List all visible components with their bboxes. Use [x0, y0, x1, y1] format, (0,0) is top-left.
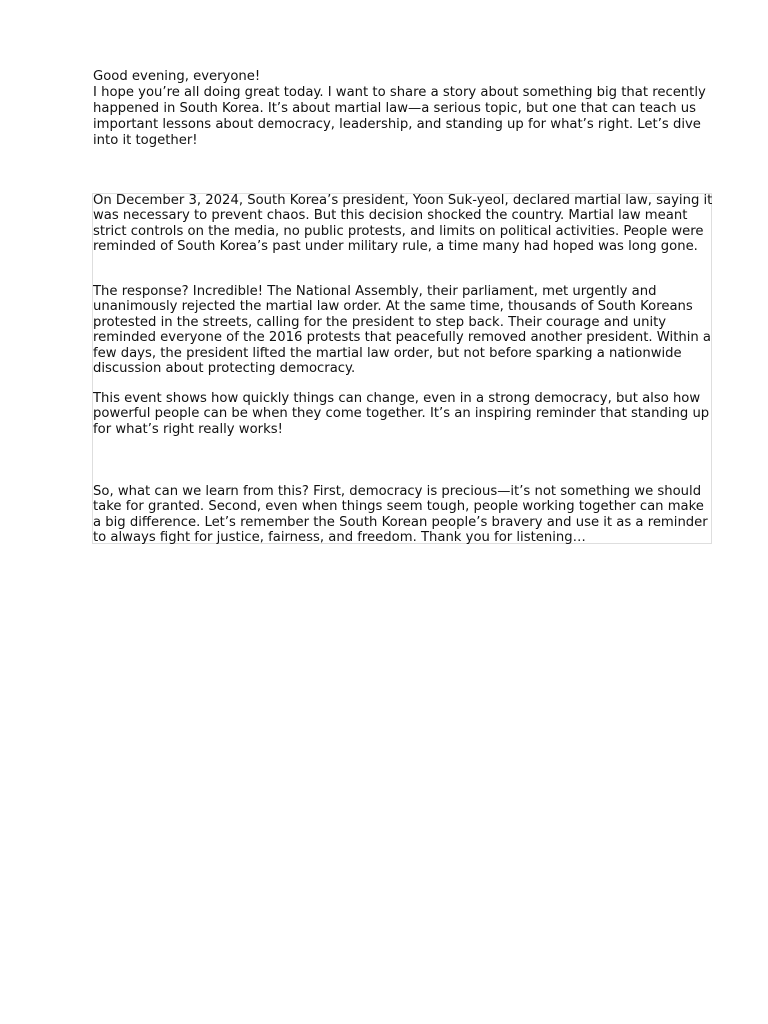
story-text-box[interactable]: [92, 193, 712, 544]
greeting-line: Good evening, everyone!: [93, 69, 261, 84]
paragraph-declaration: On December 3, 2024, South Korea’s president, Yoon Suk-yeol, declared martial law, saying it was necessary to prevent chaos. But this decision shocked the country. Martial law meant strict controls on the media, no public protests, and limits on political activities. People were reminded of South Korea’s past under military rule, a time many had hoped was long gone.: [93, 193, 713, 255]
opening-paragraph: I hope you’re all doing great today. I want to share a story about something big that recently happened in South Korea. It’s about martial law—a serious topic, but one that can teach us important lessons about democracy, leadership, and standing up for what’s right. Let’s dive into it together!: [93, 85, 706, 148]
intro-section: [93, 69, 723, 149]
paragraph-conclusion: So, what can we learn from this? First, democracy is precious—it’s not something we should take for granted. Second, even when things seem tough, people working together can make a big difference. Let’s remember the South Korean people’s bravery and use it as a reminder to always fight for justice, fairness, and freedom. Thank you for listening…: [93, 484, 708, 546]
paragraph-response: The response? Incredible! The National Assembly, their parliament, met urgently and unanimously rejected the martial law order. At the same time, thousands of South Koreans protested in the streets, calling for the president to step back. Their courage and unity reminded everyone of the 2016 protests that peacefully removed another president. Within a few days, the president lifted the martial law order, but not before sparking a nationwide discussion about protecting democracy.: [93, 284, 712, 377]
paragraph-lesson: This event shows how quickly things can change, even in a strong democracy, but also how powerful people can be when they come together. It’s an inspiring reminder that standing up for what’s right really works!: [93, 391, 710, 437]
